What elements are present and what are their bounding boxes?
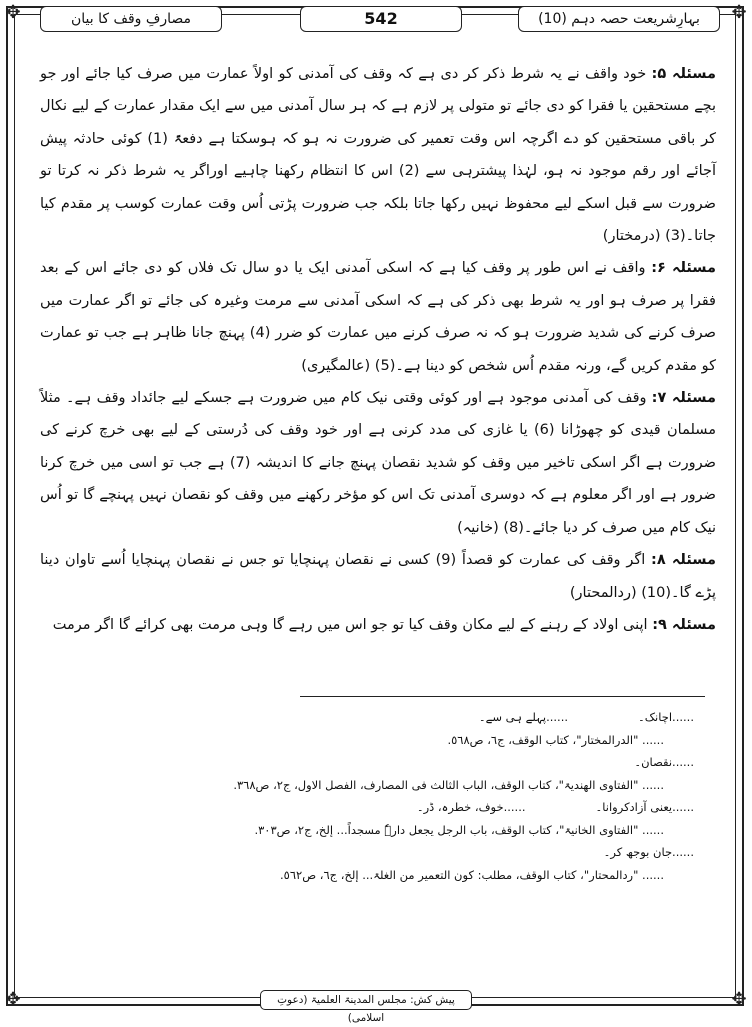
ornament-icon: ✥ xyxy=(5,2,21,23)
ornament-icon: ✥ xyxy=(731,2,747,23)
footnotes xyxy=(40,706,704,886)
paragraph-text: وقف کی آمدنی موجود ہے اور کوئی وقتی نیک کام میں ضرورت ہے جسکے لیے جائداد وقف ہے۔ مثلاً مسلمان قیدی کو چھوڑانا (6) یا غازی کی مدد کرنی ہے اور خود وقف کی دُرستی کے لیے بھی خرچ کرنے کی ضرورت ہے اگر اسکی تاخیر میں وقف کو شدید نقصان پہنچ جانے کا اندیشہ (7) ہے جب تو اسی میں خرچ کرنا ضرور ہے اور اگر معلوم ہے کہ دوسری آمدنی تک اس کو مؤخر رکھنے میں وقف کو نقصان نہیں پہنچے گا تو اُس نیک کام میں صرف کر دیا جائے۔(8) (خانیہ) xyxy=(40,390,716,536)
footnote-row xyxy=(40,796,704,819)
chapter-title: مصارفِ وقف کا بیان xyxy=(40,6,222,32)
footnote: ...... "الدرالمختار"، کتاب الوقف، ج٦، ص٥٦٨. xyxy=(447,732,664,747)
footnote: ......یعنی آزادکروانا۔ xyxy=(595,800,694,814)
masala-heading: مسئلہ ۷: xyxy=(651,390,716,407)
footnote: ......نقصان۔ xyxy=(634,755,694,769)
footnote: ......جان بوجھ کر۔ xyxy=(603,845,694,859)
paragraph xyxy=(40,609,716,641)
paragraph xyxy=(40,382,716,544)
paragraph-text: اگر وقف کی عمارت کو قصداً (9) کسی نے نقصان پہنچایا تو جس نے نقصان پہنچایا اُسے تاوان دینا پڑے گا۔(10) (ردالمحتار) xyxy=(40,552,716,601)
footnote: ......اچانک۔ xyxy=(638,710,694,724)
paragraph-text: خود واقف نے یہ شرط ذکر کر دی ہے کہ وقف کی آمدنی کو اولاً عمارت میں صرف کیا جائے اور جو بچے مستحقین یا فقرا کو دی جائے تو متولی پر لازم ہے کہ ہر سال آمدنی میں سے ایک مقدار عمارت کے لیے نکال کر باقی مستحقین کو دے اگرچہ اس وقت تعمیر کی ضرورت نہ ہو کہ ہوسکتا ہے دفعۃً (1) کوئی حادثہ پیش آجائے اور رقم موجود نہ ہو، لہٰذا پیشترہی سے (2) اس کا انتظام رکھنا چاہیے اوراگر یہ شرط ذکر نہ کرتا تو ضرورت سے قبل اسکے لیے محفوظ نہیں رکھا جاتا بلکہ جب ضرورت پڑتی اُس وقت عمارت کوسب پر مقدم کیا جاتا۔(3) (درمختار) xyxy=(40,66,716,245)
paragraph xyxy=(40,58,716,252)
paragraph-text: اپنی اولاد کے رہنے کے لیے مکان وقف کیا تو جو اس میں رہے گا وہی مرمت بھی کرائے گا اگر مرمت xyxy=(52,616,648,633)
footnote: ......خوف، خطرہ، ڈر۔ xyxy=(416,800,526,814)
footnote: ...... "ردالمحتار"، کتاب الوقف، مطلب: کون التعمیر من الغلۃ... إلخ، ج٦، ص٥٦٢. xyxy=(280,867,664,882)
footnote: ......پہلے ہی سے۔ xyxy=(478,710,569,724)
masala-heading: مسئلہ ۸: xyxy=(651,552,716,569)
paragraph xyxy=(40,252,716,382)
ornament-icon: ✥ xyxy=(731,989,747,1010)
footnote-divider xyxy=(300,696,705,697)
footnote: ...... "الفتاوی الھندیۃ"، کتاب الوقف، الباب الثالث فی المصارف، الفصل الاول، ج٢، ص٣٦٨. xyxy=(233,777,664,792)
book-title: بہارِشریعت حصہ دہم (10) xyxy=(518,6,720,32)
paragraph xyxy=(40,544,716,609)
masala-heading: مسئلہ ۵: xyxy=(651,66,717,82)
paragraph-text: واقف نے اس طور پر وقف کیا ہے کہ اسکی آمدنی ایک یا دو سال تک فلاں کو دی جائے اس کے بعد فقرا پر صرف ہو اور یہ شرط بھی ذکر کی ہے کہ اسکی آمدنی سے مرمت وغیرہ کی جائے تو اگر عمارت میں صرف کرنے کی شدید ضرورت ہو کہ نہ صرف کرنے میں عمارت کو ضرر (4) پہنچ جانا ظاہر ہے جب تو عمارت کو مقدم کریں گے، ورنہ مقدم اُس شخص کو دینا ہے۔(5) (عالمگیری) xyxy=(40,260,716,374)
ornament-icon: ✥ xyxy=(5,989,21,1010)
main-text xyxy=(40,58,716,641)
page-header xyxy=(40,4,720,34)
masala-heading: مسئلہ ۹: xyxy=(652,616,716,633)
footnote: ...... "الفتاوی الخانیۃ"، کتاب الوقف، باب الرجل یجعل دارہٗ مسجداً... إلخ، ج٢، ص٣٠٣. xyxy=(254,822,664,837)
page-number: 542 xyxy=(300,6,462,32)
footnote-row xyxy=(40,706,704,729)
masala-heading: مسئلہ ۶: xyxy=(651,260,717,277)
publisher-footer: پیش کش: مجلس المدینۃ العلمیۃ (دعوتِ اسلامی) xyxy=(260,990,472,1010)
